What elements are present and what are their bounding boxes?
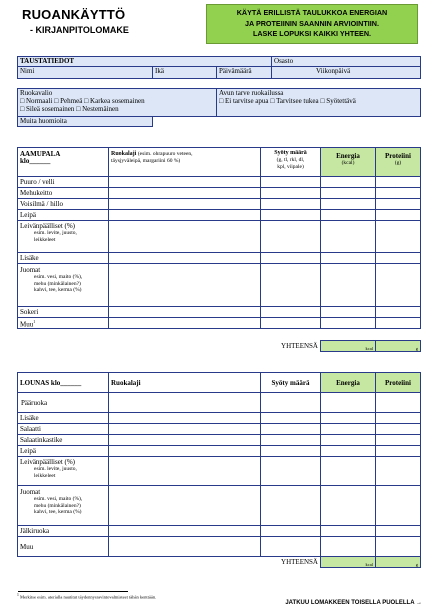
row-hint: leikkeleet bbox=[34, 472, 56, 479]
protein-col-label: Proteiini bbox=[376, 373, 421, 393]
food-col-hint2: täysjyväleipä, margariini 60 %) bbox=[111, 158, 181, 164]
protein-cell[interactable] bbox=[376, 486, 421, 526]
food-cell[interactable] bbox=[109, 393, 261, 413]
osasto-field[interactable]: Osasto bbox=[272, 57, 421, 67]
viikonpaiva-field: Viikonpäivä bbox=[316, 67, 351, 75]
amount-cell[interactable] bbox=[261, 188, 321, 199]
diet-options[interactable]: □ Sileä sosemainen □ Nestemäinen bbox=[20, 105, 119, 113]
instruction-line: LASKE LOPUKSI KAIKKI YHTEEN. bbox=[252, 29, 372, 38]
diet-options[interactable]: □ Normaali □ Pehmeä □ Karkea sosemainen bbox=[20, 97, 145, 105]
instruction-box bbox=[206, 4, 418, 44]
ruokavalio-cell[interactable] bbox=[18, 89, 217, 117]
breakfast-table bbox=[17, 147, 421, 352]
row-label: Mehukeitto bbox=[18, 188, 109, 199]
energy-cell[interactable] bbox=[321, 210, 376, 221]
energy-cell[interactable] bbox=[321, 486, 376, 526]
food-cell[interactable] bbox=[109, 253, 261, 264]
amount-cell[interactable] bbox=[261, 424, 321, 435]
amount-cell[interactable] bbox=[261, 318, 321, 329]
row-label: Salaatti bbox=[18, 424, 109, 435]
amount-cell[interactable] bbox=[261, 264, 321, 307]
row-label: Muu bbox=[20, 320, 34, 329]
amount-cell[interactable] bbox=[261, 307, 321, 318]
food-cell[interactable] bbox=[109, 424, 261, 435]
protein-cell[interactable] bbox=[376, 188, 421, 199]
row-label: Leipä bbox=[18, 210, 109, 221]
protein-cell[interactable] bbox=[376, 318, 421, 329]
paiva-row-right[interactable] bbox=[272, 67, 421, 79]
nimi-field[interactable]: Nimi bbox=[18, 67, 153, 79]
amount-cell[interactable] bbox=[261, 526, 321, 537]
background-title: TAUSTATIEDOT bbox=[18, 57, 272, 67]
energy-cell[interactable] bbox=[321, 413, 376, 424]
amount-cell[interactable] bbox=[261, 221, 321, 253]
energy-cell[interactable] bbox=[321, 446, 376, 457]
row-hint: mehu (minkälainen?) bbox=[34, 280, 81, 287]
avun-tarve-cell[interactable] bbox=[217, 89, 421, 117]
energy-cell[interactable] bbox=[321, 177, 376, 188]
food-cell[interactable] bbox=[109, 457, 261, 486]
meal-label: AAMUPALA bbox=[20, 150, 61, 158]
protein-cell[interactable] bbox=[376, 537, 421, 557]
protein-cell[interactable] bbox=[376, 210, 421, 221]
protein-cell[interactable] bbox=[376, 424, 421, 435]
row-hint: esim. vesi, maito (%), bbox=[34, 274, 83, 280]
energy-cell[interactable] bbox=[321, 199, 376, 210]
instruction-line: JA PROTEIININ SAANNIN ARVIOINTIIN. bbox=[245, 18, 379, 28]
energy-cell[interactable] bbox=[321, 393, 376, 413]
footnote-divider bbox=[18, 591, 128, 592]
food-cell[interactable] bbox=[109, 318, 261, 329]
energy-col-label: Energia bbox=[336, 152, 360, 160]
help-options[interactable]: □ Ei tarvitse apua □ Tarvitsee tukea □ Syötettävä bbox=[219, 97, 356, 105]
footnote-text: Merkitse esim. aterialla nautitut täydennysravintovalmisteet tähän kenttään. bbox=[20, 594, 157, 600]
food-cell[interactable] bbox=[109, 199, 261, 210]
row-label: Leivänpäälliset (%) bbox=[20, 222, 76, 230]
food-cell[interactable] bbox=[109, 307, 261, 318]
protein-cell[interactable] bbox=[376, 446, 421, 457]
protein-cell[interactable] bbox=[376, 526, 421, 537]
row-label: Salaatinkastike bbox=[18, 435, 109, 446]
spacer bbox=[18, 329, 421, 341]
energy-cell[interactable] bbox=[321, 526, 376, 537]
row-label: Pääruoka bbox=[18, 393, 109, 413]
row-label-cell bbox=[18, 486, 109, 526]
row-label: Lisäke bbox=[18, 413, 109, 424]
food-col-label: Ruokalaji bbox=[111, 151, 137, 157]
food-cell[interactable] bbox=[109, 486, 261, 526]
row-label: Muu bbox=[18, 537, 109, 557]
energy-cell[interactable] bbox=[321, 307, 376, 318]
protein-cell[interactable] bbox=[376, 457, 421, 486]
row-label: Puuro / velli bbox=[18, 177, 109, 188]
protein-cell[interactable] bbox=[376, 393, 421, 413]
protein-col-header bbox=[376, 148, 421, 177]
energy-cell[interactable] bbox=[321, 457, 376, 486]
protein-cell[interactable] bbox=[376, 307, 421, 318]
paivamaara-field[interactable]: Päivämäärä bbox=[217, 67, 272, 79]
food-cell[interactable] bbox=[109, 177, 261, 188]
row-label: Sokeri bbox=[18, 307, 109, 318]
row-label: Juomat bbox=[20, 488, 41, 496]
ika-field[interactable]: Ikä bbox=[153, 67, 217, 79]
amount-cell[interactable] bbox=[261, 413, 321, 424]
row-label: Juomat bbox=[20, 266, 41, 274]
form-subtitle: - KIRJANPITOLOMAKE bbox=[30, 25, 129, 35]
food-col-header bbox=[109, 148, 261, 177]
food-cell[interactable] bbox=[109, 188, 261, 199]
total-energy[interactable]: kcal bbox=[321, 557, 376, 568]
food-cell[interactable] bbox=[109, 413, 261, 424]
protein-cell[interactable] bbox=[376, 199, 421, 210]
amount-col-header bbox=[261, 148, 321, 177]
amount-cell[interactable] bbox=[261, 457, 321, 486]
protein-cell[interactable] bbox=[376, 435, 421, 446]
continue-note: JATKUU LOMAKKEEN TOISELLA PUOLELLA → bbox=[285, 600, 422, 606]
row-hint: esim. levite, juusto, bbox=[34, 466, 77, 472]
row-hint: kahvi, tee, kerma (%) bbox=[34, 509, 82, 515]
amount-cell[interactable] bbox=[261, 486, 321, 526]
footnote bbox=[17, 593, 156, 600]
protein-cell[interactable] bbox=[376, 221, 421, 253]
energy-cell[interactable] bbox=[321, 221, 376, 253]
row-label-cell bbox=[18, 264, 109, 307]
energy-col-label: Energia bbox=[321, 373, 376, 393]
footnote-ref: 1 bbox=[33, 319, 36, 324]
row-label: Jälkiruoka bbox=[18, 526, 109, 537]
amount-cell[interactable] bbox=[261, 253, 321, 264]
amount-col-label: Syöty määrä bbox=[261, 373, 321, 393]
total-protein[interactable]: g bbox=[376, 557, 421, 568]
food-cell[interactable] bbox=[109, 221, 261, 253]
food-col-label: Ruokalaji bbox=[109, 373, 261, 393]
energy-cell[interactable] bbox=[321, 188, 376, 199]
row-label: Voisilmä / hillo bbox=[18, 199, 109, 210]
protein-cell[interactable] bbox=[376, 177, 421, 188]
amount-col-label: Syöty määrä bbox=[274, 150, 307, 156]
spacer bbox=[18, 79, 421, 89]
empty bbox=[153, 117, 421, 127]
food-cell[interactable] bbox=[109, 435, 261, 446]
row-label-cell bbox=[18, 221, 109, 253]
food-cell[interactable] bbox=[109, 264, 261, 307]
food-cell[interactable] bbox=[109, 446, 261, 457]
row-label: Lisäke bbox=[18, 253, 109, 264]
amount-cell[interactable] bbox=[261, 210, 321, 221]
amount-cell[interactable] bbox=[261, 446, 321, 457]
protein-col-unit: (g) bbox=[394, 160, 402, 166]
footnote-mark: 1 bbox=[17, 593, 19, 597]
ruokavalio-label: Ruokavalio bbox=[20, 89, 53, 97]
muita-field[interactable]: Muita huomioita bbox=[18, 117, 153, 127]
row-hint: esim. levite, juusto, bbox=[34, 230, 77, 236]
lunch-table bbox=[17, 372, 421, 568]
amount-cell[interactable] bbox=[261, 393, 321, 413]
meal-header-cell bbox=[18, 148, 109, 177]
total-label: YHTEENSÄ bbox=[281, 342, 318, 351]
energy-col-unit: (kcal) bbox=[341, 160, 355, 166]
row-hint: esim. vesi, maito (%), bbox=[34, 496, 83, 502]
energy-cell[interactable] bbox=[321, 253, 376, 264]
row-label: Leivänpäälliset (%) bbox=[20, 458, 76, 466]
form-title: RUOANKÄYTTÖ bbox=[22, 7, 126, 22]
protein-cell[interactable] bbox=[376, 413, 421, 424]
row-hint: mehu (minkälainen?) bbox=[34, 502, 81, 509]
energy-col-header bbox=[321, 148, 376, 177]
protein-cell[interactable] bbox=[376, 253, 421, 264]
energy-cell[interactable] bbox=[321, 435, 376, 446]
background-table bbox=[17, 56, 421, 127]
row-hint: leikkeleet bbox=[34, 236, 56, 243]
energy-cell[interactable] bbox=[321, 537, 376, 557]
instruction-line: KÄYTÄ ERILLISTÄ TAULUKKOA ENERGIAN bbox=[236, 8, 388, 17]
food-cell[interactable] bbox=[109, 210, 261, 221]
amount-cell[interactable] bbox=[261, 199, 321, 210]
total-energy[interactable]: kcal bbox=[321, 341, 376, 352]
food-col-hint: (esim. ohrapuuro veteen, bbox=[137, 151, 193, 157]
row-hint: kahvi, tee, kerma (%) bbox=[34, 287, 82, 293]
energy-cell[interactable] bbox=[321, 318, 376, 329]
energy-cell[interactable] bbox=[321, 424, 376, 435]
meal-time[interactable]: klo______ bbox=[20, 157, 51, 165]
row-label-cell bbox=[18, 318, 109, 329]
food-cell[interactable] bbox=[109, 537, 261, 557]
avun-tarve-label: Avun tarve ruokailussa bbox=[219, 89, 284, 97]
amount-col-hint: (g, tl, rkl, dl, bbox=[276, 157, 305, 163]
amount-cell[interactable] bbox=[261, 177, 321, 188]
amount-col-hint2: kpl, viipale) bbox=[277, 163, 304, 170]
meal-label[interactable]: LOUNAS klo______ bbox=[18, 373, 109, 393]
energy-cell[interactable] bbox=[321, 264, 376, 307]
amount-cell[interactable] bbox=[261, 435, 321, 446]
total-label: YHTEENSÄ bbox=[281, 558, 318, 567]
total-protein[interactable]: g bbox=[376, 341, 421, 352]
row-label: Leipä bbox=[18, 446, 109, 457]
protein-cell[interactable] bbox=[376, 264, 421, 307]
amount-cell[interactable] bbox=[261, 537, 321, 557]
food-cell[interactable] bbox=[109, 526, 261, 537]
protein-col-label: Proteiini bbox=[385, 152, 411, 160]
row-label-cell bbox=[18, 457, 109, 486]
